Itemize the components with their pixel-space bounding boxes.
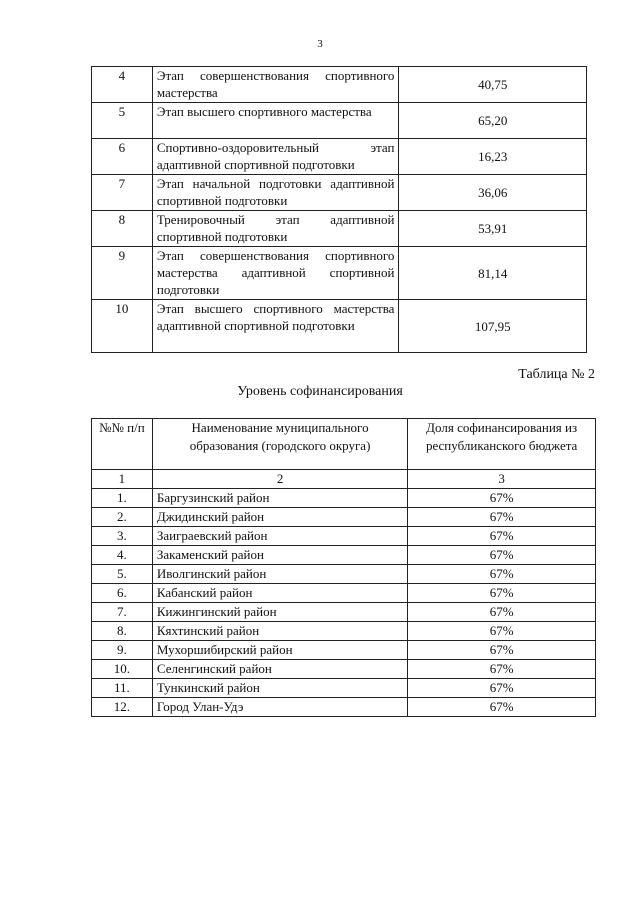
column-number: 1 (92, 470, 153, 489)
municipality-name: Заиграевский район (152, 527, 407, 546)
table-row (92, 584, 596, 603)
cofinancing-share: 67% (408, 603, 596, 622)
table-caption: Таблица № 2 (518, 367, 595, 382)
municipality-name: Баргузинский район (152, 489, 407, 508)
municipality-name: Кяхтинский район (152, 622, 407, 641)
row-number: 2. (92, 508, 153, 527)
cost-table (91, 66, 587, 353)
municipality-name: Тункинский район (152, 679, 407, 698)
table-row (92, 139, 587, 175)
row-number: 3. (92, 527, 153, 546)
municipality-name: Иволгинский район (152, 565, 407, 584)
cofinancing-share: 67% (408, 698, 596, 717)
column-number: 2 (152, 470, 407, 489)
table-row (92, 211, 587, 247)
header-row (92, 419, 596, 470)
stage-value: 65,20 (399, 103, 587, 139)
cofinancing-table (91, 418, 596, 717)
table-title: Уровень софинансирования (237, 384, 403, 399)
header-share: Доля софинансирования из республиканского бюджета (408, 419, 596, 470)
table-row (92, 546, 596, 565)
table-row (92, 508, 596, 527)
page-number: 3 (317, 38, 323, 50)
table-row (92, 679, 596, 698)
municipality-name: Закаменский район (152, 546, 407, 565)
row-number: 12. (92, 698, 153, 717)
row-number: 7. (92, 603, 153, 622)
cofinancing-share: 67% (408, 508, 596, 527)
table-row (92, 247, 587, 300)
municipality-name: Кабанский район (152, 584, 407, 603)
table-row (92, 175, 587, 211)
column-number-row (92, 470, 596, 489)
municipality-name: Город Улан-Удэ (152, 698, 407, 717)
municipality-name: Кижингинский район (152, 603, 407, 622)
municipality-name: Селенгинский район (152, 660, 407, 679)
stage-name: Этап высшего спортивного мастерства (152, 103, 399, 139)
cofinancing-share: 67% (408, 641, 596, 660)
cofinancing-share: 67% (408, 489, 596, 508)
municipality-name: Мухоршибирский район (152, 641, 407, 660)
row-number: 6. (92, 584, 153, 603)
cofinancing-share: 67% (408, 565, 596, 584)
cofinancing-table-body (92, 489, 596, 717)
row-number: 4. (92, 546, 153, 565)
stage-name: Тренировочный этап адаптивной спортивной подготовки (152, 211, 399, 247)
table-row (92, 489, 596, 508)
table-row (92, 698, 596, 717)
stage-value: 107,95 (399, 300, 587, 353)
cofinancing-share: 67% (408, 660, 596, 679)
table-row (92, 67, 587, 103)
table-row (92, 103, 587, 139)
row-number: 10. (92, 660, 153, 679)
cofinancing-share: 67% (408, 679, 596, 698)
table-row (92, 660, 596, 679)
stage-name: Этап начальной подготовки адаптивной спортивной подготовки (152, 175, 399, 211)
row-number: 8. (92, 622, 153, 641)
table-row (92, 565, 596, 584)
table-row (92, 527, 596, 546)
row-number: 7 (92, 175, 153, 211)
row-number: 5 (92, 103, 153, 139)
cost-table-body (92, 67, 587, 353)
municipality-name: Джидинский район (152, 508, 407, 527)
row-number: 9 (92, 247, 153, 300)
cofinancing-share: 67% (408, 546, 596, 565)
cofinancing-table-header (92, 419, 596, 489)
header-municipality: Наименование муниципального образования (городского округа) (152, 419, 407, 470)
cofinancing-share: 67% (408, 584, 596, 603)
cofinancing-share: 67% (408, 622, 596, 641)
row-number: 5. (92, 565, 153, 584)
table-row (92, 641, 596, 660)
stage-name: Этап совершенствования спортивного мастерства (152, 67, 399, 103)
table-row (92, 300, 587, 353)
row-number: 1. (92, 489, 153, 508)
table-row (92, 603, 596, 622)
stage-value: 81,14 (399, 247, 587, 300)
row-number: 11. (92, 679, 153, 698)
stage-value: 53,91 (399, 211, 587, 247)
column-number: 3 (408, 470, 596, 489)
table-row (92, 622, 596, 641)
stage-value: 36,06 (399, 175, 587, 211)
row-number: 9. (92, 641, 153, 660)
header-number: №№ п/п (92, 419, 153, 470)
cofinancing-share: 67% (408, 527, 596, 546)
row-number: 8 (92, 211, 153, 247)
stage-name: Спортивно-оздоровительный этап адаптивной спортивной подготовки (152, 139, 399, 175)
row-number: 6 (92, 139, 153, 175)
stage-name: Этап совершенствования спортивного мастерства адаптивной спортивной подготовки (152, 247, 399, 300)
row-number: 4 (92, 67, 153, 103)
row-number: 10 (92, 300, 153, 353)
stage-value: 40,75 (399, 67, 587, 103)
stage-name: Этап высшего спортивного мастерства адаптивной спортивной подготовки (152, 300, 399, 353)
stage-value: 16,23 (399, 139, 587, 175)
